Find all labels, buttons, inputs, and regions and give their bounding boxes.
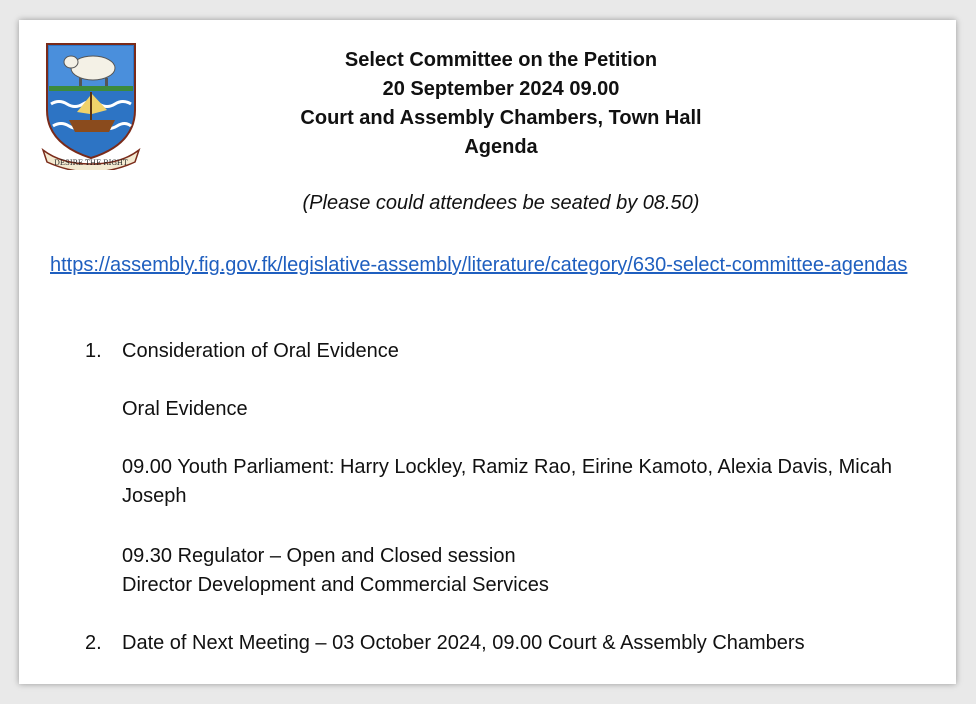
agendas-link[interactable]: https://assembly.fig.gov.fk/legislative-assembly/literature/category/630-select-committee-agendas [50, 254, 908, 276]
date-line: 20 September 2024 09.00 [382, 78, 620, 100]
venue-line: Court and Assembly Chambers, Town Hall [300, 107, 702, 129]
item-1-number: 1. [85, 340, 102, 362]
seating-note: (Please could attendees be seated by 08.50) [302, 192, 700, 214]
regulator-entry: 09.30 Regulator – Open and Closed session [122, 545, 516, 567]
title: Select Committee on the Petition [344, 49, 658, 71]
document-page [19, 20, 956, 684]
crest-motto: DESIRE THE RIGHT [54, 159, 128, 167]
item-2-title: Date of Next Meeting – 03 October 2024, 09.00 Court & Assembly Chambers [122, 632, 805, 654]
item-1-title: Consideration of Oral Evidence [122, 340, 399, 362]
document-header [179, 46, 823, 162]
oral-evidence-subheading: Oral Evidence [122, 398, 248, 420]
director-entry: Director Development and Commercial Services [122, 574, 549, 596]
youth-parliament-entry: 09.00 Youth Parliament: Harry Lockley, Ramiz Rao, Eirine Kamoto, Alexia Davis, Micah Joseph [122, 456, 892, 507]
coat-of-arms-logo [41, 40, 141, 170]
item-2-number: 2. [85, 632, 102, 654]
agenda-heading: Agenda [464, 136, 538, 158]
